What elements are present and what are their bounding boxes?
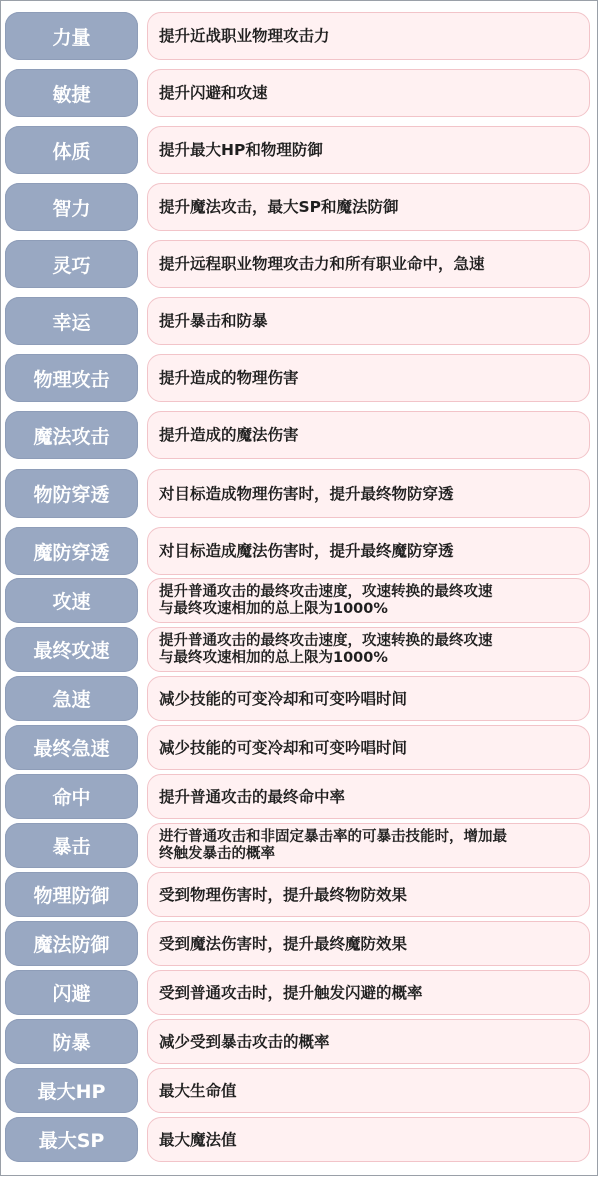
attribute-description: 受到普通攻击时，提升触发闪避的概率 bbox=[147, 970, 590, 1015]
attribute-name: 物防穿透 bbox=[5, 469, 138, 518]
attribute-name: 攻速 bbox=[5, 578, 138, 623]
attribute-name: 体质 bbox=[5, 126, 138, 174]
attribute-description: 提升魔法攻击，最大SP和魔法防御 bbox=[147, 183, 590, 231]
attribute-description: 提升普通攻击的最终攻击速度，攻速转换的最终攻速 与最终攻速相加的总上限为1000% bbox=[147, 578, 590, 623]
attribute-name: 灵巧 bbox=[5, 240, 138, 288]
attribute-description: 提升普通攻击的最终攻击速度，攻速转换的最终攻速 与最终攻速相加的总上限为1000% bbox=[147, 627, 590, 672]
attribute-name: 物理攻击 bbox=[5, 354, 138, 402]
attribute-description: 提升造成的物理伤害 bbox=[147, 354, 590, 402]
attribute-description: 提升闪避和攻速 bbox=[147, 69, 590, 117]
attribute-description: 提升最大HP和物理防御 bbox=[147, 126, 590, 174]
attribute-description: 提升造成的魔法伤害 bbox=[147, 411, 590, 459]
attribute-description: 减少技能的可变冷却和可变吟唱时间 bbox=[147, 725, 590, 770]
attribute-name: 闪避 bbox=[5, 970, 138, 1015]
attribute-name: 智力 bbox=[5, 183, 138, 231]
attribute-description: 提升暴击和防暴 bbox=[147, 297, 590, 345]
attribute-name: 魔防穿透 bbox=[5, 527, 138, 575]
attribute-description: 最大魔法值 bbox=[147, 1117, 590, 1162]
attribute-name: 急速 bbox=[5, 676, 138, 721]
attribute-name: 最大SP bbox=[5, 1117, 138, 1162]
attribute-description: 受到魔法伤害时，提升最终魔防效果 bbox=[147, 921, 590, 966]
attribute-name: 防暴 bbox=[5, 1019, 138, 1064]
attribute-name: 魔法防御 bbox=[5, 921, 138, 966]
attribute-name: 物理防御 bbox=[5, 872, 138, 917]
attribute-name: 命中 bbox=[5, 774, 138, 819]
attribute-description: 减少受到暴击攻击的概率 bbox=[147, 1019, 590, 1064]
attribute-description: 最大生命值 bbox=[147, 1068, 590, 1113]
attribute-name: 魔法攻击 bbox=[5, 411, 138, 459]
attribute-name: 暴击 bbox=[5, 823, 138, 868]
attribute-description: 进行普通攻击和非固定暴击率的可暴击技能时，增加最 终触发暴击的概率 bbox=[147, 823, 590, 868]
attribute-name: 最终攻速 bbox=[5, 627, 138, 672]
attribute-description: 对目标造成魔法伤害时，提升最终魔防穿透 bbox=[147, 527, 590, 575]
attribute-name: 幸运 bbox=[5, 297, 138, 345]
attribute-name: 力量 bbox=[5, 12, 138, 60]
attribute-name: 最终急速 bbox=[5, 725, 138, 770]
attribute-description: 对目标造成物理伤害时，提升最终物防穿透 bbox=[147, 469, 590, 518]
attribute-name: 敏捷 bbox=[5, 69, 138, 117]
attribute-description: 提升普通攻击的最终命中率 bbox=[147, 774, 590, 819]
attribute-description: 提升近战职业物理攻击力 bbox=[147, 12, 590, 60]
attribute-name: 最大HP bbox=[5, 1068, 138, 1113]
attribute-description: 受到物理伤害时，提升最终物防效果 bbox=[147, 872, 590, 917]
attribute-description: 减少技能的可变冷却和可变吟唱时间 bbox=[147, 676, 590, 721]
attribute-description: 提升远程职业物理攻击力和所有职业命中，急速 bbox=[147, 240, 590, 288]
